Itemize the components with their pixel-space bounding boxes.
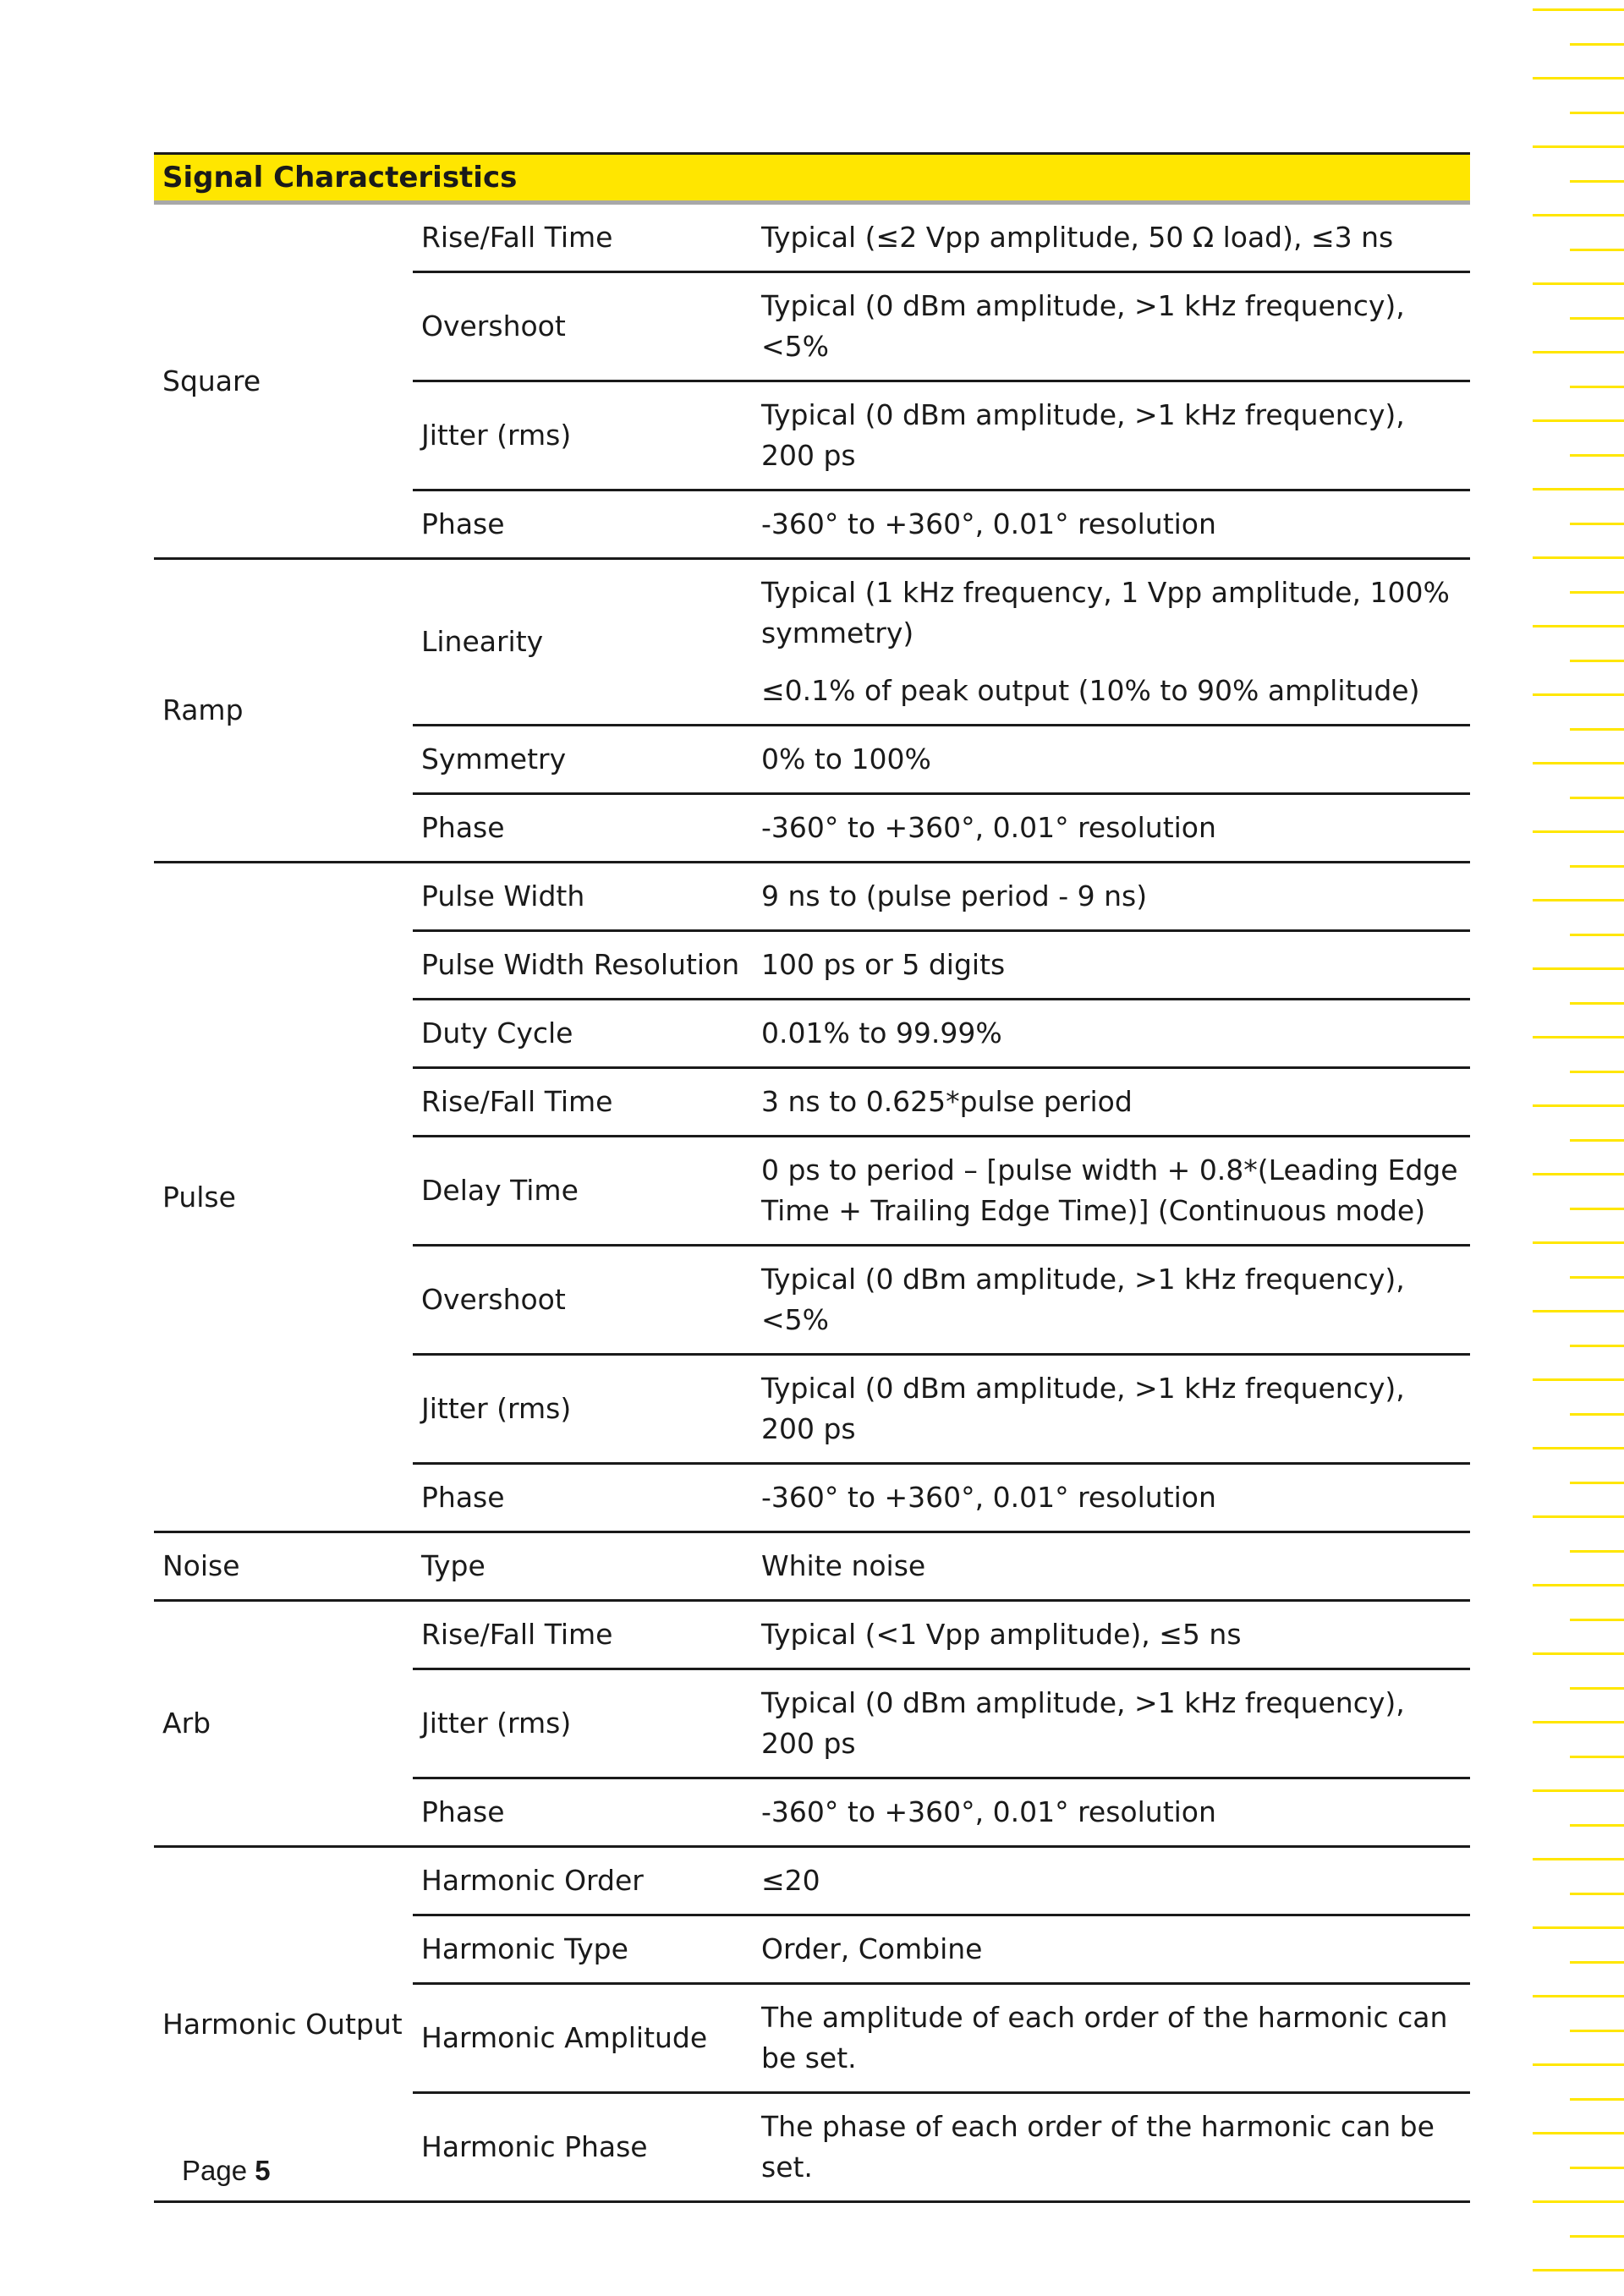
stripe bbox=[1570, 249, 1624, 251]
parameter-cell: Type bbox=[413, 1532, 753, 1601]
stripe bbox=[1570, 865, 1624, 868]
stripe bbox=[1570, 386, 1624, 388]
stripe bbox=[1533, 693, 1624, 696]
value-cell bbox=[753, 726, 1470, 794]
value-cell bbox=[753, 1984, 1470, 2093]
table-row bbox=[154, 1532, 1470, 1601]
stripe bbox=[1570, 1961, 1624, 1964]
parameter-cell: Phase bbox=[413, 794, 753, 863]
stripe bbox=[1570, 591, 1624, 594]
value-text: 3 ns to 0.625*pulse period bbox=[761, 1085, 1133, 1118]
stripe bbox=[1570, 1208, 1624, 1210]
parameter-cell: Delay Time bbox=[413, 1137, 753, 1246]
stripe bbox=[1533, 2269, 1624, 2271]
value-text: Typical (1 kHz frequency, 1 Vpp amplitude, 100% symmetry) bbox=[761, 576, 1450, 649]
value-text: 9 ns to (pulse period - 9 ns) bbox=[761, 879, 1148, 912]
value-cell bbox=[753, 559, 1470, 726]
stripe bbox=[1533, 1995, 1624, 1997]
stripe bbox=[1533, 282, 1624, 285]
value-text: Typical (≤2 Vpp amplitude, 50 Ω load), ≤3 ns bbox=[761, 221, 1394, 254]
stripe bbox=[1533, 1584, 1624, 1586]
value-text: Typical (0 dBm amplitude, >1 kHz frequency), <5% bbox=[761, 1263, 1405, 1336]
parameter-cell: Phase bbox=[413, 490, 753, 559]
value-cell bbox=[753, 1355, 1470, 1464]
category-cell: Ramp bbox=[154, 559, 413, 863]
stripe bbox=[1533, 1036, 1624, 1038]
stripe bbox=[1533, 830, 1624, 833]
stripe bbox=[1570, 2235, 1624, 2238]
stripe bbox=[1570, 1002, 1624, 1005]
decorative-stripes bbox=[1522, 0, 1624, 2296]
value-text: White noise bbox=[761, 1549, 926, 1582]
value-text: The phase of each order of the harmonic can be set. bbox=[761, 2110, 1435, 2184]
parameter-cell: Pulse Width Resolution bbox=[413, 931, 753, 1000]
table-row bbox=[154, 1601, 1470, 1669]
parameter-cell: Symmetry bbox=[413, 726, 753, 794]
value-cell bbox=[753, 931, 1470, 1000]
value-cell bbox=[753, 863, 1470, 931]
value-text: Typical (0 dBm amplitude, >1 kHz frequency), 200 ps bbox=[761, 1372, 1405, 1445]
value-cell bbox=[753, 1532, 1470, 1601]
parameter-cell: Jitter (rms) bbox=[413, 381, 753, 490]
stripe bbox=[1570, 1413, 1624, 1416]
value-cell bbox=[753, 490, 1470, 559]
stripe bbox=[1533, 1104, 1624, 1107]
stripe bbox=[1533, 1241, 1624, 1244]
stripe bbox=[1533, 2132, 1624, 2134]
stripe bbox=[1533, 762, 1624, 764]
stripe bbox=[1533, 351, 1624, 353]
stripe bbox=[1533, 967, 1624, 970]
parameter-cell: Phase bbox=[413, 1778, 753, 1847]
category-cell: Arb bbox=[154, 1601, 413, 1847]
stripe bbox=[1533, 77, 1624, 79]
parameter-cell: Overshoot bbox=[413, 1246, 753, 1355]
stripe bbox=[1533, 2200, 1624, 2203]
page-label: Page bbox=[182, 2155, 248, 2186]
parameter-cell: Harmonic Type bbox=[413, 1915, 753, 1984]
stripe bbox=[1570, 1619, 1624, 1621]
category-cell: Harmonic Output bbox=[154, 1847, 413, 2202]
stripe bbox=[1533, 488, 1624, 490]
value-text: Typical (0 dBm amplitude, >1 kHz frequency), 200 ps bbox=[761, 1686, 1405, 1760]
value-text: ≤20 bbox=[761, 1864, 820, 1897]
stripe bbox=[1570, 660, 1624, 662]
stripe bbox=[1533, 419, 1624, 422]
value-text: Order, Combine bbox=[761, 1932, 983, 1965]
stripe bbox=[1533, 1858, 1624, 1860]
table-row bbox=[154, 203, 1470, 272]
parameter-cell: Rise/Fall Time bbox=[413, 1601, 753, 1669]
stripe bbox=[1533, 1721, 1624, 1723]
parameter-cell: Harmonic Amplitude bbox=[413, 1984, 753, 2093]
stripe bbox=[1570, 1756, 1624, 1758]
stripe bbox=[1533, 1515, 1624, 1518]
value-text: Typical (<1 Vpp amplitude), ≤5 ns bbox=[761, 1618, 1242, 1651]
stripe bbox=[1533, 899, 1624, 901]
value-cell bbox=[753, 1068, 1470, 1137]
category-cell: Square bbox=[154, 203, 413, 559]
table-row bbox=[154, 559, 1470, 726]
stripe bbox=[1533, 214, 1624, 216]
stripe bbox=[1570, 934, 1624, 936]
parameter-cell: Pulse Width bbox=[413, 863, 753, 931]
value-text: -360° to +360°, 0.01° resolution bbox=[761, 811, 1216, 844]
parameter-cell: Rise/Fall Time bbox=[413, 203, 753, 272]
table-row bbox=[154, 863, 1470, 931]
stripe bbox=[1533, 625, 1624, 627]
signal-characteristics-table bbox=[154, 152, 1470, 2203]
parameter-cell: Harmonic Phase bbox=[413, 2093, 753, 2202]
value-cell bbox=[753, 1915, 1470, 1984]
stripe bbox=[1533, 1447, 1624, 1449]
value-text: -360° to +360°, 0.01° resolution bbox=[761, 1795, 1216, 1828]
parameter-cell: Rise/Fall Time bbox=[413, 1068, 753, 1137]
section-header-row bbox=[154, 154, 1470, 203]
parameter-cell: Phase bbox=[413, 1464, 753, 1532]
stripe bbox=[1570, 317, 1624, 320]
value-text: ≤0.1% of peak output (10% to 90% amplitude) bbox=[761, 674, 1420, 707]
stripe bbox=[1570, 1071, 1624, 1073]
value-text: 100 ps or 5 digits bbox=[761, 948, 1006, 981]
table-row bbox=[154, 1847, 1470, 1915]
stripe bbox=[1570, 728, 1624, 731]
stripe bbox=[1570, 1824, 1624, 1827]
stripe bbox=[1570, 2030, 1624, 2032]
stripe bbox=[1570, 43, 1624, 46]
category-cell: Pulse bbox=[154, 863, 413, 1532]
category-cell: Noise bbox=[154, 1532, 413, 1601]
stripe bbox=[1570, 1482, 1624, 1484]
stripe bbox=[1570, 112, 1624, 114]
value-text: Typical (0 dBm amplitude, >1 kHz frequency), 200 ps bbox=[761, 398, 1405, 472]
value-cell bbox=[753, 1847, 1470, 1915]
stripe bbox=[1533, 1926, 1624, 1929]
section-title: Signal Characteristics bbox=[154, 154, 1470, 203]
stripe bbox=[1570, 1139, 1624, 1142]
value-text: 0.01% to 99.99% bbox=[761, 1016, 1002, 1049]
stripe bbox=[1533, 1378, 1624, 1381]
stripe bbox=[1533, 1789, 1624, 1792]
stripe bbox=[1570, 1893, 1624, 1895]
value-cell bbox=[753, 203, 1470, 272]
page-number: 5 bbox=[255, 2155, 271, 2186]
stripe bbox=[1570, 2167, 1624, 2169]
parameter-cell: Jitter (rms) bbox=[413, 1669, 753, 1778]
stripe bbox=[1570, 523, 1624, 525]
stripe bbox=[1533, 1652, 1624, 1655]
stripe bbox=[1533, 1310, 1624, 1312]
page-footer bbox=[182, 2155, 271, 2187]
stripe bbox=[1533, 8, 1624, 11]
value-cell bbox=[753, 2093, 1470, 2202]
value-text: -360° to +360°, 0.01° resolution bbox=[761, 1481, 1216, 1514]
value-cell bbox=[753, 1137, 1470, 1246]
value-text: 0 ps to period – [pulse width + 0.8*(Leading Edge Time + Trailing Edge Time)] (Continuous mode) bbox=[761, 1153, 1458, 1227]
parameter-cell: Jitter (rms) bbox=[413, 1355, 753, 1464]
value-cell bbox=[753, 1778, 1470, 1847]
parameter-cell: Harmonic Order bbox=[413, 1847, 753, 1915]
spec-table-body bbox=[154, 203, 1470, 2202]
value-cell bbox=[753, 794, 1470, 863]
value-cell bbox=[753, 1464, 1470, 1532]
parameter-cell: Duty Cycle bbox=[413, 1000, 753, 1068]
value-cell bbox=[753, 381, 1470, 490]
stripe bbox=[1570, 1276, 1624, 1279]
value-cell bbox=[753, 1601, 1470, 1669]
stripe bbox=[1570, 180, 1624, 183]
value-text: 0% to 100% bbox=[761, 743, 931, 775]
stripe bbox=[1570, 797, 1624, 799]
stripe bbox=[1570, 2098, 1624, 2101]
stripe bbox=[1533, 556, 1624, 559]
stripe bbox=[1533, 2063, 1624, 2066]
value-cell bbox=[753, 1669, 1470, 1778]
value-cell bbox=[753, 1000, 1470, 1068]
stripe bbox=[1533, 145, 1624, 148]
value-text: Typical (0 dBm amplitude, >1 kHz frequency), <5% bbox=[761, 289, 1405, 363]
parameter-cell: Linearity bbox=[413, 559, 753, 726]
value-text: -360° to +360°, 0.01° resolution bbox=[761, 507, 1216, 540]
value-cell bbox=[753, 272, 1470, 381]
parameter-cell: Overshoot bbox=[413, 272, 753, 381]
value-cell bbox=[753, 1246, 1470, 1355]
stripe bbox=[1570, 454, 1624, 457]
stripe bbox=[1570, 1345, 1624, 1347]
stripe bbox=[1533, 1173, 1624, 1175]
stripe bbox=[1570, 1687, 1624, 1690]
stripe bbox=[1570, 1550, 1624, 1553]
value-text: The amplitude of each order of the harmonic can be set. bbox=[761, 2001, 1448, 2074]
